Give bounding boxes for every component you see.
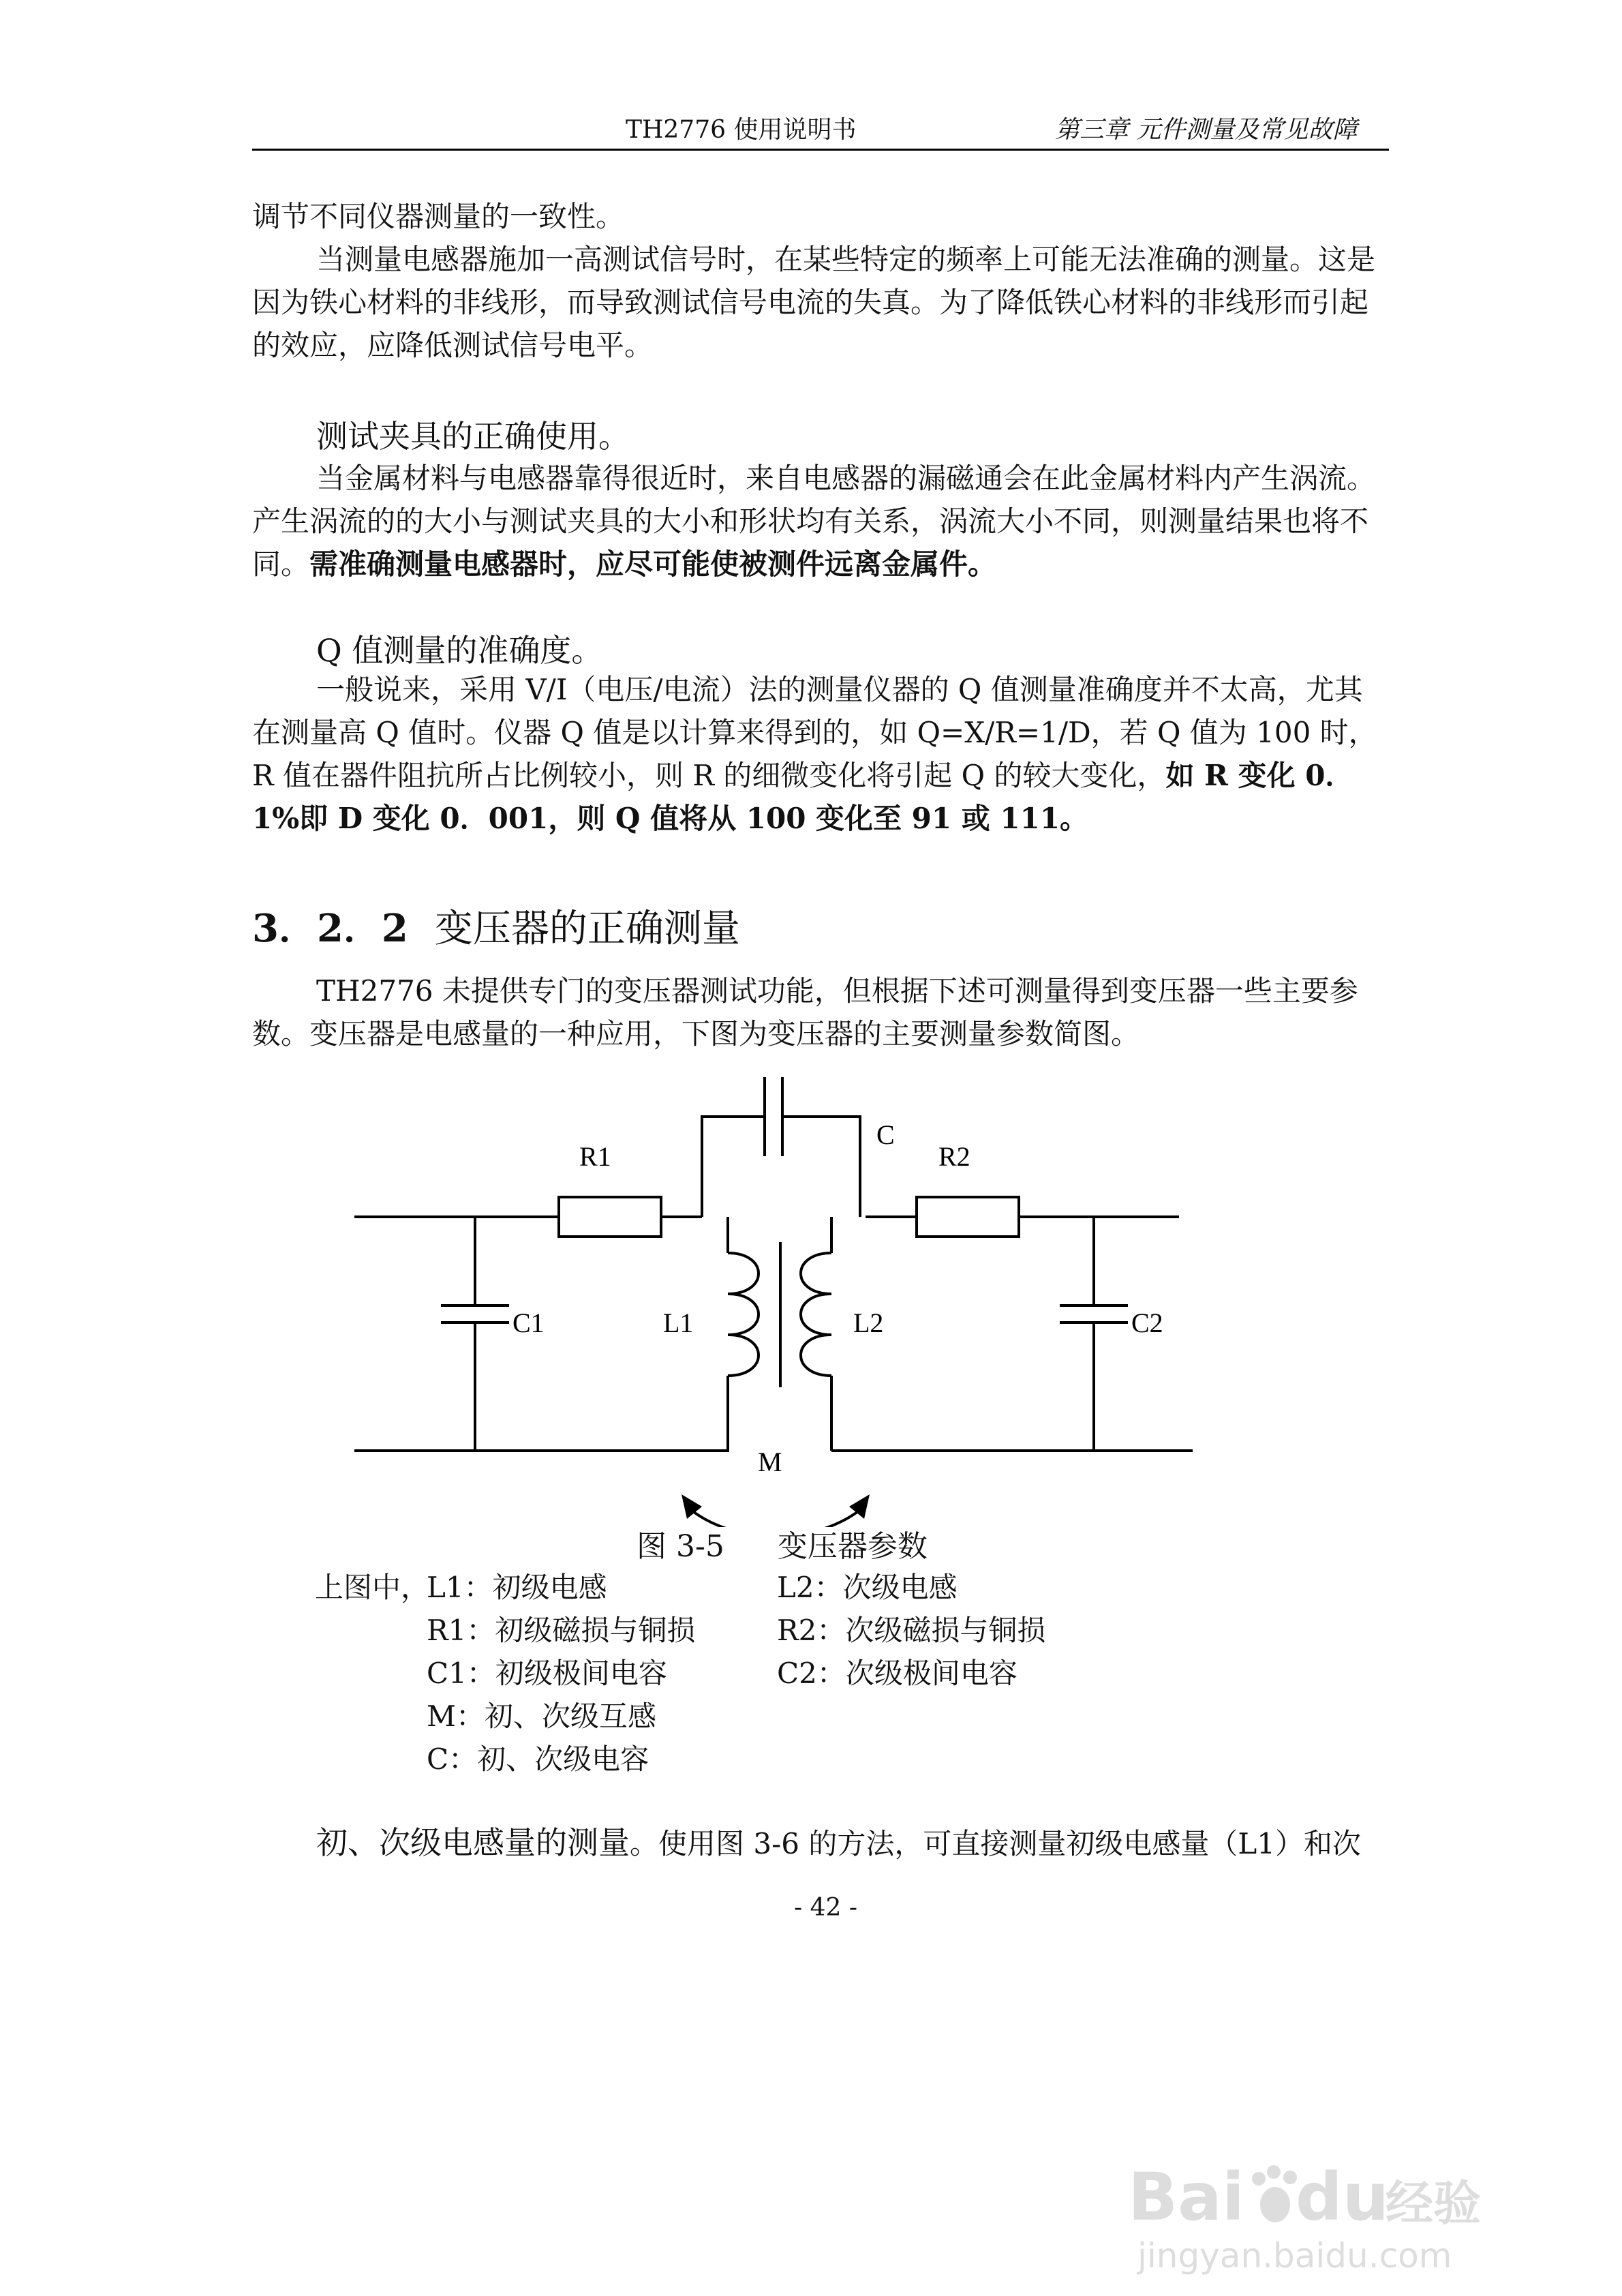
paragraph-test-signal: 当测量电感器施加一高测试信号时，在某些特定的频率上可能无法准确的测量。这是因为铁心材料的非线形，而导致测试信号电流的失真。为了降低铁心材料的非线形而引起的效应，应降低测试信号电平。 bbox=[252, 243, 1376, 362]
figure-number: 图 3-5 bbox=[637, 1529, 724, 1564]
subheading-q-accuracy: Q 值测量的准确度。 bbox=[316, 632, 603, 669]
paragraph-q-accuracy bbox=[252, 668, 1389, 840]
legend-item: M：初、次级互感 bbox=[427, 1700, 657, 1733]
watermark-brand-suffix: du bbox=[1296, 2159, 1390, 2235]
figure-caption bbox=[637, 1522, 928, 1565]
legend-item: C2：次级极间电容 bbox=[777, 1657, 1017, 1690]
section-title: 变压器的正确测量 bbox=[434, 907, 740, 951]
inductance-heading: 初、次级电感量的测量 bbox=[316, 1824, 630, 1861]
legend-item: R1：初级磁损与铜损 bbox=[427, 1614, 696, 1647]
legend-intro: 上图中， bbox=[315, 1571, 430, 1604]
wire-cap-c-right bbox=[782, 1117, 860, 1217]
resistor-r1 bbox=[559, 1197, 661, 1237]
watermark-url: jingyan.baidu.com bbox=[1137, 2236, 1452, 2276]
paragraph-fixture-emphasis: 需准确测量电感器时，应尽可能使被测件远离金属件。 bbox=[309, 547, 997, 581]
section-intro: TH2776 未提供专门的变压器测试功能，但根据下述可测量得到变压器一些主要参数。变压器是电感量的一种应用，下图为变压器的主要测量参数简图。 bbox=[252, 974, 1358, 1051]
paragraph-q-emphasis: 如 R 变化 0．1%即 D 变化 0．001，则 Q 值将从 100 变化至 91 或 111。 bbox=[252, 759, 1354, 835]
watermark-service: 经验 bbox=[1386, 2175, 1481, 2231]
watermark-brand: Bai bbox=[1128, 2159, 1244, 2235]
label-r1: R1 bbox=[579, 1141, 611, 1172]
label-c: C bbox=[876, 1119, 895, 1150]
label-l2: L2 bbox=[853, 1308, 884, 1338]
paragraph-fixture bbox=[252, 457, 1389, 586]
legend-item: C：初、次级电容 bbox=[427, 1742, 649, 1776]
label-c2: C2 bbox=[1131, 1308, 1163, 1338]
label-r2: R2 bbox=[938, 1141, 970, 1172]
transformer-circuit-diagram bbox=[341, 1063, 1227, 1527]
legend-item: L2：次级电感 bbox=[777, 1571, 958, 1604]
inductance-text: 。使用图 3-6 的方法，可直接测量初级电感量（L1）和次 bbox=[630, 1827, 1361, 1860]
paragraph-continued: 调节不同仪器测量的一致性。 bbox=[252, 200, 625, 233]
paragraph-fixture-text: 当金属材料与电感器靠得很近时，来自电感器的漏磁通会在此金属材料内产生涡流。产生涡流的的大小与测试夹具的大小和形状均有关系，涡流大小不同，则测量结果也将不同。 bbox=[252, 462, 1376, 581]
subheading-fixture: 测试夹具的正确使用。 bbox=[316, 418, 630, 455]
legend-item: R2：次级磁损与铜损 bbox=[777, 1614, 1046, 1647]
header-doc-title: TH2776 使用说明书 bbox=[626, 116, 857, 144]
header-rule bbox=[252, 149, 1389, 151]
inductor-l1 bbox=[728, 1253, 759, 1376]
legend-item: L1：初级电感 bbox=[427, 1571, 607, 1604]
header-chapter-title: 第三章 元件测量及常见故障 bbox=[1055, 116, 1358, 144]
inductor-l2 bbox=[801, 1253, 831, 1376]
paragraph-inductance-measurement bbox=[252, 1822, 1389, 1865]
wire-cap-c-left bbox=[702, 1117, 765, 1217]
label-m: M bbox=[758, 1447, 782, 1477]
section-heading bbox=[252, 898, 740, 953]
label-c1: C1 bbox=[512, 1308, 545, 1338]
paw-icon bbox=[1252, 2165, 1297, 2222]
legend-item: C1：初级极间电容 bbox=[427, 1657, 667, 1690]
paragraph-q-text: 一般说来，采用 V/I（电压/电流）法的测量仪器的 Q 值测量准确度并不太高，尤其在测量高 Q 值时。仪器 Q 值是以计算来得到的，如 Q=X/R=1/D，若 Q 值为 100 时，R 值在器件阻抗所占比例较小，则 R 的细微变化将引起 Q 的较大变化， bbox=[252, 673, 1377, 792]
section-number: 3．2．2 bbox=[252, 906, 408, 951]
page-number: - 42 - bbox=[794, 1894, 858, 1922]
baidu-jingyan-watermark bbox=[1128, 2154, 1482, 2284]
resistor-r2 bbox=[917, 1197, 1019, 1237]
label-l1: L1 bbox=[663, 1308, 694, 1338]
figure-title: 变压器参数 bbox=[777, 1529, 928, 1564]
